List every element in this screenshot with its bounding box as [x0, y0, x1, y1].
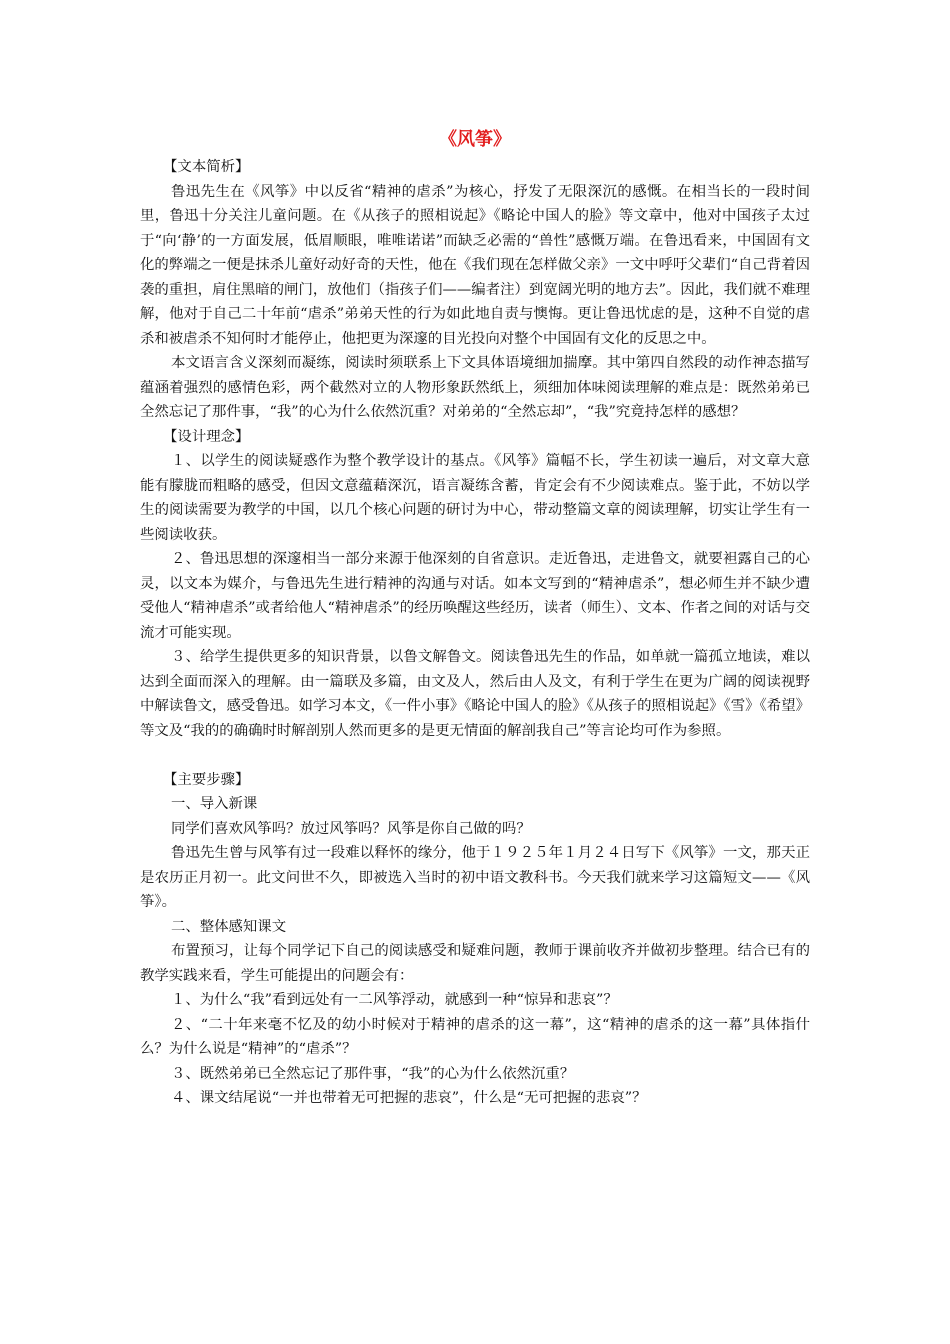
- section-heading-analysis: 【文本简析】: [163, 159, 250, 175]
- step-1-heading: 一、导入新课: [170, 796, 258, 812]
- blank-line: [140, 743, 810, 768]
- design-paragraph-1: １、以学生的阅读疑惑作为整个教学设计的基点。《风筝》篇幅不长，学生初读一遍后，对文章大意能有朦胧而粗略的感受，但因文意蕴藉深沉，语言凝练含蓄，肯定会有不少阅读难点。鉴于此，不妨以学生的阅读需要为教学的中国，以几个核心问题的研讨为中心，带动整篇文章的阅读理解，切实让学生有一些阅读收获。: [140, 453, 810, 543]
- document-title: 《风筝》: [439, 129, 511, 150]
- step-2-heading: 二、整体感知课文: [170, 918, 287, 935]
- section-heading-design: 【设计理念】: [163, 428, 250, 445]
- step-1-paragraph-2: 鲁迅先生曾与风筝有过一段难以释怀的缘分，他于１９２５年１月２４日写下《风筝》一文，那天正是农历正月初一。此文问世不久，即被选入当时的初中语文教科书。今天我们就来学习这篇短文——《风筝》。: [140, 845, 810, 910]
- question-4: ４、课文结尾说“一并也带着无可把握的悲哀”，什么是“无可把握的悲哀”？: [170, 1090, 647, 1106]
- question-1: １、为什么“我”看到远处有一二风筝浮动，就感到一种“惊异和悲哀”？: [170, 992, 618, 1008]
- design-paragraph-2: ２、鲁迅思想的深邃相当一部分来源于他深刻的自省意识。走近鲁迅，走进鲁文，就要袒露自己的心灵，以文本为媒介，与鲁迅先生进行精神的沟通与对话。如本文写到的“精神虐杀”，想必师生并不缺少遭受他人“精神虐杀”或者给他人“精神虐杀”的经历唤醒这些经历，读者（师生）、文本、作者之间的对话与交流才可能实现。: [140, 551, 810, 641]
- document-page: [140, 125, 810, 1111]
- question-2: ２、“二十年来毫不忆及的幼小时候对于精神的虐杀的这一幕”，这“精神的虐杀的这一幕”具体指什么？为什么说是“精神”的“虐杀”？: [140, 1016, 810, 1057]
- question-3: ３、既然弟弟已全然忘记了那件事，“我”的心为什么依然沉重？: [170, 1065, 575, 1082]
- design-paragraph-3: ３、给学生提供更多的知识背景，以鲁文解鲁文。阅读鲁迅先生的作品，如单就一篇孤立地读，难以达到全面而深入的理解。由一篇联及多篇，由文及人，然后由人及文，有利于学生在更为广阔的阅读视野中解读鲁文，感受鲁迅。如学习本文，《一件小事》《略论中国人的脸》《从孩子的照相说起》《雪》《希望》等文及“我的的确确时时解剖别人然而更多的是更无情面的解剖我自己”等言论均可作为参照。: [140, 649, 810, 739]
- analysis-paragraph-2: 本文语言含义深刻而凝练，阅读时须联系上下文具体语境细加揣摩。其中第四自然段的动作神态描写蕴涵着强烈的感情色彩，两个截然对立的人物形象跃然纸上，须细加体味阅读理解的难点是：既然弟弟已全然忘记了那件事，“我”的心为什么依然沉重？对弟弟的“全然忘却”，“我”究竟持怎样的感想？: [140, 355, 810, 420]
- step-2-paragraph-1: 布置预习，让每个同学记下自己的阅读感受和疑难问题，教师于课前收齐并做初步整理。结合已有的教学实践来看，学生可能提出的问题会有：: [140, 943, 810, 984]
- section-heading-steps: 【主要步骤】: [163, 771, 250, 788]
- step-1-paragraph-1: 同学们喜欢风筝吗？放过风筝吗？风筝是你自己做的吗？: [170, 820, 531, 837]
- analysis-paragraph-1: 鲁迅先生在《风筝》中以反省“精神的虐杀”为核心，抒发了无限深沉的感慨。在相当长的一段时间里，鲁迅十分关注儿童问题。在《从孩子的照相说起》《略论中国人的脸》等文章中，他对中国孩子太过于“向‘静’的一方面发展，低眉顺眼，唯唯诺诺”而缺乏必需的“兽性”感慨万端。在鲁迅看来，中国固有文化的弊端之一便是抹杀儿童好动好奇的天性，他在《我们现在怎样做父亲》一文中呼吁父辈们“自己背着因袭的重担，肩住黑暗的闸门，放他们（指孩子们——编者注）到宽阔光明的地方去”。因此，我们就不难理解，他对于自己二十年前“虐杀”弟弟天性的行为如此地自责与懊悔。更让鲁迅忧虑的是，这种不自觉的虐杀和被虐杀不知何时才能停止，他把更为深邃的目光投向对整个中国固有文化的反思之中。: [140, 183, 810, 347]
